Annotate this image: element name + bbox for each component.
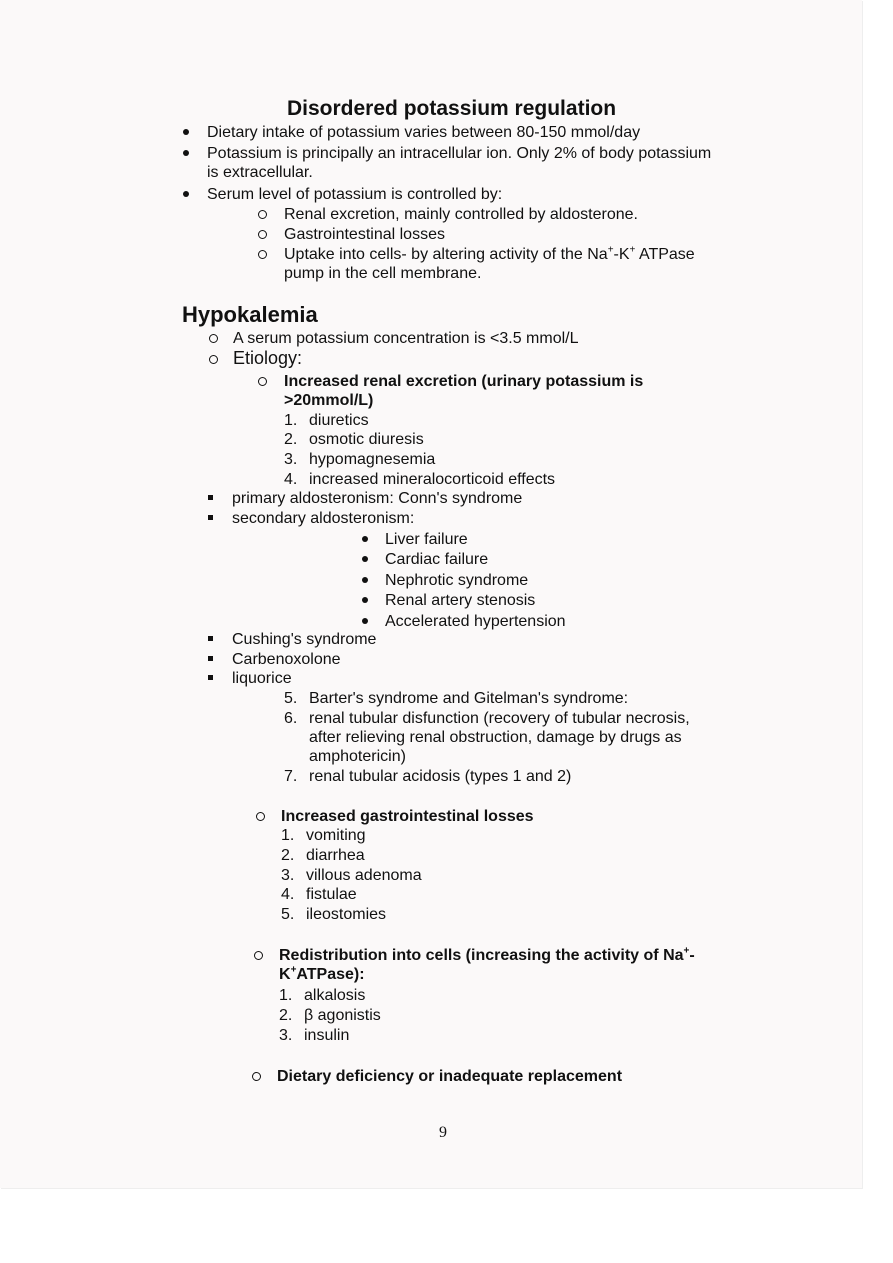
list-item: Cushing's syndrome xyxy=(232,631,377,648)
control-item: pump in the cell membrane. xyxy=(284,265,482,282)
list-number: 3. xyxy=(284,451,298,468)
list-number: 4. xyxy=(284,471,298,488)
list-item: Liver failure xyxy=(385,531,468,548)
list-item: Accelerated hypertension xyxy=(385,613,566,630)
section-heading: Hypokalemia xyxy=(182,302,318,327)
list-item: amphotericin) xyxy=(309,748,406,765)
list-number: 1. xyxy=(279,987,293,1004)
list-number: 2. xyxy=(279,1007,293,1024)
square-bullet xyxy=(208,495,213,500)
circle-bullet xyxy=(258,250,267,259)
list-item: renal tubular disfunction (recovery of tubular necrosis, xyxy=(309,710,690,727)
subheading: Dietary deficiency or inadequate replacement xyxy=(277,1068,623,1085)
control-item: Uptake into cells- by altering activity of the Na+-K+ ATPase xyxy=(284,244,695,263)
list-item: primary aldosteronism: Conn's syndrome xyxy=(232,490,523,507)
list-item: diarrhea xyxy=(306,847,365,864)
bullet xyxy=(362,556,368,562)
definition: A serum potassium concentration is <3.5 mmol/L xyxy=(233,330,579,347)
list-number: 4. xyxy=(281,886,295,903)
list-item: fistulae xyxy=(306,886,357,903)
bullet xyxy=(362,597,368,603)
subheading: >20mmol/L) xyxy=(284,392,374,409)
intro-line: is extracellular. xyxy=(207,164,313,181)
list-number: 7. xyxy=(284,768,298,785)
intro-line: Dietary intake of potassium varies between 80-150 mmol/day xyxy=(207,124,641,141)
list-item: Carbenoxolone xyxy=(232,651,341,668)
list-item: β agonistis xyxy=(304,1007,381,1024)
list-item: increased mineralocorticoid effects xyxy=(309,471,556,488)
list-item: Cardiac failure xyxy=(385,551,489,568)
list-item: vomiting xyxy=(306,827,366,844)
circle-bullet xyxy=(256,812,265,821)
subheading: K+ATPase): xyxy=(279,964,365,983)
bullet xyxy=(362,618,368,624)
subheading: Increased renal excretion (urinary potassium is xyxy=(284,373,644,390)
control-item: Renal excretion, mainly controlled by aldosterone. xyxy=(284,206,638,223)
square-bullet xyxy=(208,515,213,520)
list-number: 1. xyxy=(281,827,295,844)
list-item: Nephrotic syndrome xyxy=(385,572,529,589)
list-item: ileostomies xyxy=(306,906,387,923)
list-number: 5. xyxy=(284,690,298,707)
list-item: insulin xyxy=(304,1027,350,1044)
list-item: villous adenoma xyxy=(306,867,422,884)
list-item: alkalosis xyxy=(304,987,366,1004)
list-item: hypomagnesemia xyxy=(309,451,436,468)
list-number: 3. xyxy=(281,867,295,884)
bullet xyxy=(362,577,368,583)
control-item: Gastrointestinal losses xyxy=(284,226,445,243)
bullet xyxy=(183,150,189,156)
list-item: renal tubular acidosis (types 1 and 2) xyxy=(309,768,572,785)
list-item: after relieving renal obstruction, damage by drugs as xyxy=(309,729,682,746)
list-number: 5. xyxy=(281,906,295,923)
page-title: Disordered potassium regulation xyxy=(287,97,617,120)
list-number: 2. xyxy=(281,847,295,864)
list-number: 3. xyxy=(279,1027,293,1044)
list-item: Barter's syndrome and Gitelman's syndrome: xyxy=(309,690,629,707)
list-number: 6. xyxy=(284,710,298,727)
list-number: 1. xyxy=(284,412,298,429)
etiology-label: Etiology: xyxy=(233,348,303,368)
list-number: 2. xyxy=(284,431,298,448)
bullet xyxy=(183,129,189,135)
circle-bullet xyxy=(258,210,267,219)
circle-bullet xyxy=(209,355,218,364)
list-item: diuretics xyxy=(309,412,369,429)
circle-bullet xyxy=(252,1072,261,1081)
list-item: secondary aldosteronism: xyxy=(232,510,415,527)
bullet xyxy=(362,536,368,542)
square-bullet xyxy=(208,636,213,641)
square-bullet xyxy=(208,656,213,661)
list-item: liquorice xyxy=(232,670,292,687)
bullet xyxy=(183,191,189,197)
page-number: 9 xyxy=(439,1124,447,1141)
subheading: Increased gastrointestinal losses xyxy=(281,808,534,825)
list-item: Renal artery stenosis xyxy=(385,592,536,609)
list-item: osmotic diuresis xyxy=(309,431,424,448)
intro-line: Serum level of potassium is controlled by: xyxy=(207,186,503,203)
circle-bullet xyxy=(209,334,218,343)
square-bullet xyxy=(208,675,213,680)
circle-bullet xyxy=(254,951,263,960)
intro-line: Potassium is principally an intracellular ion. Only 2% of body potassium xyxy=(207,145,712,162)
subheading: Redistribution into cells (increasing the activity of Na+- xyxy=(279,945,695,964)
circle-bullet xyxy=(258,230,267,239)
circle-bullet xyxy=(258,377,267,386)
